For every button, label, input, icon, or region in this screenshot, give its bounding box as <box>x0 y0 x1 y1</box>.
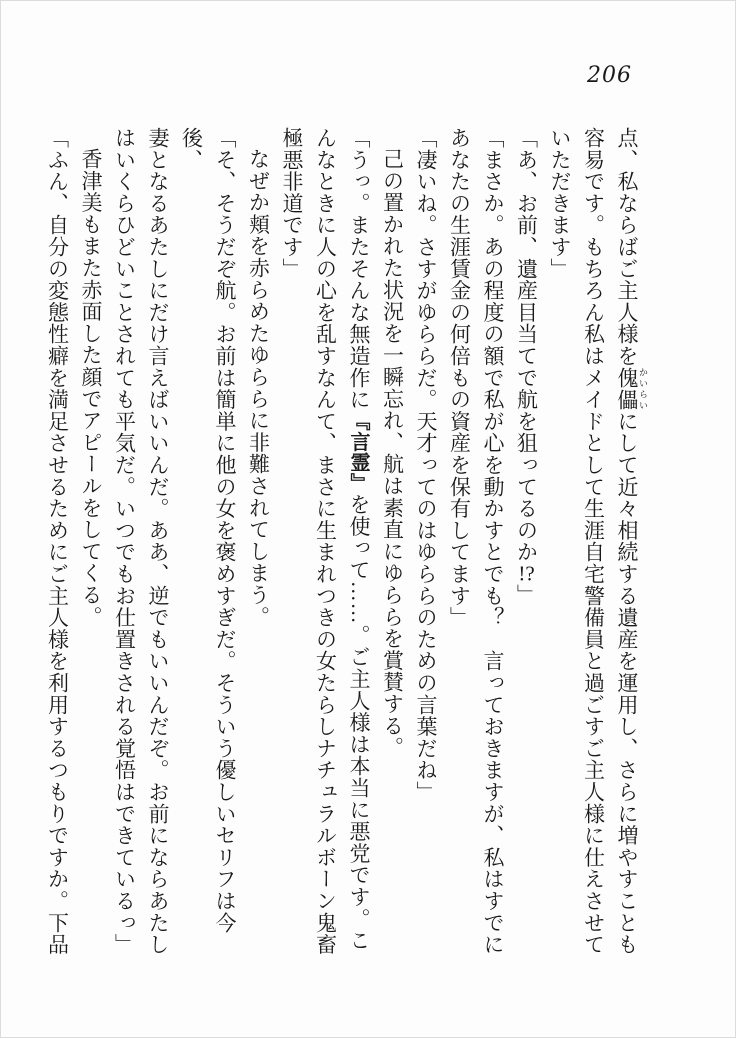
page-number: 206 <box>587 63 632 88</box>
text-column: 「あ、お前、遺産目当てで航を狙ってるのか!?」 <box>514 127 539 606</box>
text-column: 極悪非道です」 <box>280 127 304 280</box>
text-column: あなたの生涯賃金の何倍もの資産を保有してます」 <box>447 127 472 629</box>
text-block <box>40 127 648 957</box>
text-column: んなときに人の心を乱すなんて、まさに生まれつきの女たらしナチュラルボーン鬼畜 <box>313 127 338 956</box>
text-column: 「うっ。またそんな無造作に『言霊』を使って……。ご主人様は本当に悪党です。こ <box>347 127 371 952</box>
ruby-annotated-word: 傀儡 かいらい <box>615 366 648 411</box>
text-column: 「まさか。あの程度の額で私が心を動かすとでも？ 言っておきますが、私はすでに <box>481 127 505 956</box>
text-column: 「凄いね。さすがゆららだ。天才ってのはゆららのための言葉だね」 <box>414 127 438 803</box>
text-column: 己の置かれた状況を一瞬忘れ、航は素直にゆららを賞賛する。 <box>380 148 405 759</box>
text-column: いただきます」 <box>548 127 572 280</box>
text-column: 「ふん、自分の変態性癖を満足させるためにご主人様を利用するつもりですか。下品 <box>45 127 70 956</box>
tate-chu-yoko: !? <box>518 563 535 584</box>
text-column: はいくらひどいことされても平気だ。いつでもお仕置きされる覚悟はできているっ」 <box>112 127 137 956</box>
text-column: 容易です。もちろん私はメイドとして生涯自宅警備員と過ごすご主人様に仕えさせて <box>581 127 606 956</box>
text-column: 「そ、そうだぞ航。お前は簡単に他の女を褒めすぎだ。そういう優しいセリフは今後、 <box>179 127 237 934</box>
text-column: 妻となるあたしにだけ言えばいいんだ。ああ、逆でもいいんだぞ。お前にならあたし <box>146 127 170 956</box>
text-column: 点、私ならばご主人様を傀儡 かいらいにして近々相続する遺産を運用し、さらに増やすことも <box>615 127 648 956</box>
emphasized-word: 『言霊』 <box>347 410 371 494</box>
text-column: 香津美もまた赤面した顔でアピールをしてくる。 <box>79 148 103 628</box>
text-column: なぜか頬を赤らめたゆららに非難されてしまう。 <box>246 148 271 628</box>
